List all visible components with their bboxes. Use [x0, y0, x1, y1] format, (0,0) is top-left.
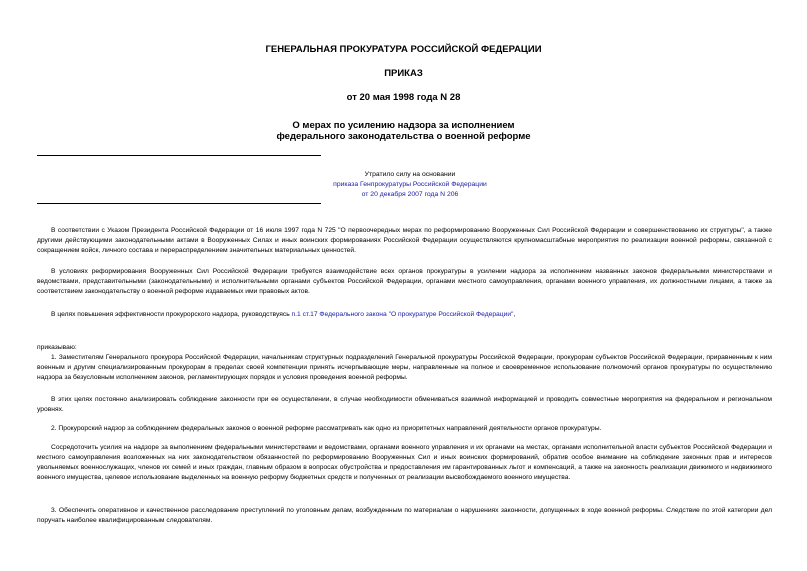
- lost-force-link-date[interactable]: от 20 декабря 2007 года N 206: [361, 191, 459, 198]
- guidance-text: В целях повышения эффективности прокурорского надзора, руководствуясь: [51, 311, 292, 318]
- divider-top: [37, 155, 321, 156]
- document-date-number: от 20 мая 1998 года N 28: [346, 92, 461, 103]
- paragraph-preamble: В соответствии с Указом Президента Российской Федерации от 16 июля 1997 года N 725 "О первоочередных мерах по реформированию Вооруженных Сил Российской Федерации и совершенствованию их структуры", а также другими действующими законодательными актами в Вооруженных Силах и иных воинских формированиях Российской Федерации осуществляются крупномасштабные мероприятия по реализации военной реформы, связанной с сокращением войск, личного состава и перераспределением значительных материальных ценностей.: [37, 227, 772, 254]
- paragraph-item-2: 2. Прокурорский надзор за соблюдением федеральных законов о военной реформе рассматривать как одно из приоритетных направлений деятельности органов прокуратуры.: [51, 425, 602, 432]
- document-title-line-2: федерального законодательства о военной реформе: [276, 131, 531, 142]
- paragraph-item-3: 3. Обеспечить оперативное и качественное расследование преступлений по уголовным делам, возбужденным по материалам о нарушениях законности, допущенных в ходе военной реформы. Следствие по этой категории дел поручать наиболее квалифицированным следователям.: [37, 507, 772, 524]
- order-verb: приказываю:: [37, 344, 77, 351]
- paragraph-item-1-detail: В этих целях постоянно анализировать соблюдение законности при ее осуществлении, в случае необходимости обмениваться взаимной информацией и проводить совместные мероприятия на федеральном и региональном уровнях.: [37, 396, 772, 413]
- divider-bottom: [37, 203, 321, 204]
- issuing-organization: ГЕНЕРАЛЬНАЯ ПРОКУРАТУРА РОССИЙСКОЙ ФЕДЕРАЦИИ: [265, 44, 542, 55]
- paragraph-item-1: 1. Заместителям Генерального прокурора Российской Федерации, начальникам структурных подразделений Генеральной прокуратуры Российской Федерации, прокурорам субъектов Российской Федерации, приравненным к ним военным и другим специализированным прокурорам в пределах своей компетенции принять исчерпывающие меры, направленные на полное и своевременное использование полномочий органов прокуратуры по осуществлению надзора за безусловным исполнением законов, регламентирующих порядок и условия проведения военной реформы.: [37, 354, 772, 381]
- paragraph-interaction: В условиях реформирования Вооруженных Сил Российской Федерации требуется взаимодействие всех органов прокуратуры в усилении надзора за исполнением названных законов федеральными министерствами и ведомствами, представительными (законодательными) и исполнительными органами субъектов Российской Федерации, органами местного самоуправления, органами военного управления, их должностными лицами, а также за соответствием законодательству о военной реформе издаваемых ими правовых актов.: [37, 268, 772, 295]
- law-link[interactable]: п.1 ст.17 Федерального закона "О прокуратуре Российской Федерации": [291, 311, 514, 318]
- document-title-line-1: О мерах по усилению надзора за исполнением: [292, 120, 515, 131]
- guidance-text-end: ,: [513, 311, 516, 318]
- paragraph-guidance: [37, 310, 772, 320]
- lost-force-note: Утратило силу на основании: [364, 171, 456, 178]
- document-type: ПРИКАЗ: [384, 68, 423, 79]
- paragraph-item-2-detail: Сосредоточить усилия на надзоре за выполнением федеральными министерствами и ведомствами, органами военного управления и их органами на местах, органами исполнительной власти субъектов Российской Федерации и местного самоуправления возложенных на них законодательством обязанностей по реформированию Вооруженных Сил и иных воинских формирований, обратив особое внимание на соблюдение законных прав и интересов увольняемых военнослужащих, членов их семей и иных граждан, главным образом в вопросах обустройства и предоставления им гарантированных льгот и компенсаций, а также на законность реализации движимого и недвижимого военного имущества, целевое использование выделенных на военную реформу бюджетных средств и полученных от реализации высвобождаемого военного имущества.: [37, 444, 772, 481]
- lost-force-link[interactable]: приказа Генпрокуратуры Российской Федерации: [333, 181, 487, 188]
